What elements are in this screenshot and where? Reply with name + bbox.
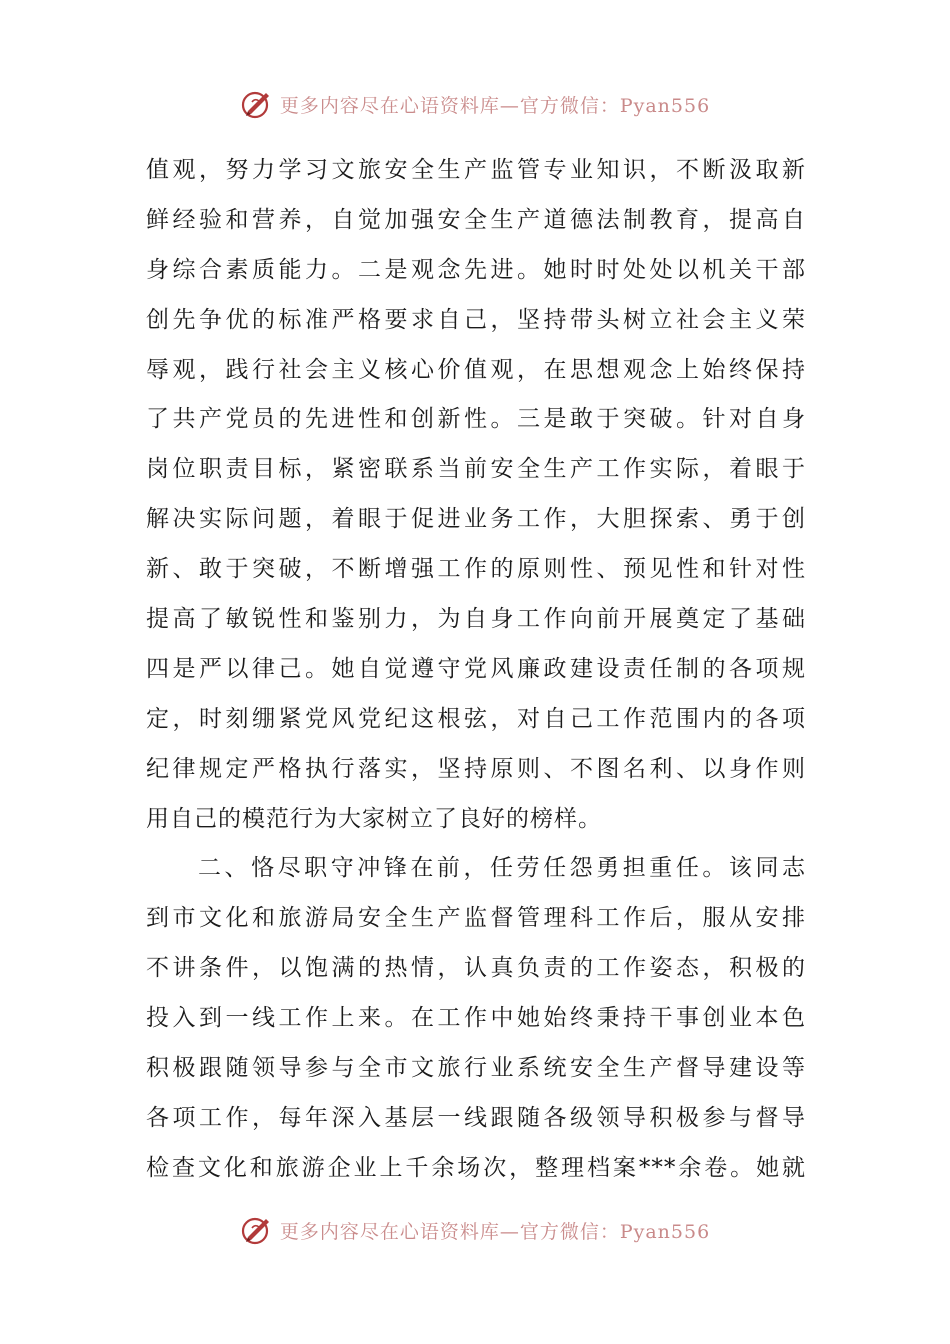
text-line: 值观，努力学习文旅安全生产监管专业知识，不断汲取新 (146, 157, 806, 183)
footer-watermark (0, 1210, 950, 1250)
watermark-text: 更多内容尽在心语资料库—官方微信：Pyan556 (279, 1220, 711, 1243)
text-line: 提高了敏锐性和鉴别力，为自身工作向前开展奠定了基础 (146, 606, 806, 633)
text-line: 了共产党员的先进性和创新性。三是敢于突破。针对自身 (146, 406, 806, 433)
text-line: 检查文化和旅游企业上千余场次，整理档案***余卷。她就 (146, 1154, 806, 1181)
text-line: 新、敢于突破，不断增强工作的原则性、预见性和针对性 (146, 556, 806, 583)
text-line: 用自己的模范行为大家树立了良好的榜样。 (146, 805, 602, 832)
text-line: 纪律规定严格执行落实，坚持原则、不图名利、以身作则 (146, 755, 806, 782)
document-body (146, 146, 806, 1194)
text-line: 积极跟随领导参与全市文旅行业系统安全生产督导建设等 (146, 1055, 806, 1082)
pen-logo-icon (240, 1213, 274, 1247)
text-line: 定，时刻绷紧党风党纪这根弦，对自己工作范围内的各项 (146, 705, 806, 732)
text-line: 鲜经验和营养，自觉加强安全生产道德法制教育，提高自 (146, 206, 806, 233)
text-line: 二、恪尽职守冲锋在前，任劳任怨勇担重任。该同志 (198, 855, 806, 882)
text-line: 各项工作，每年深入基层一线跟随各级领导积极参与督导 (146, 1104, 806, 1131)
text-line: 岗位职责目标，紧密联系当前安全生产工作实际，着眼于 (146, 456, 806, 483)
text-line: 辱观，践行社会主义核心价值观，在思想观念上始终保持 (146, 356, 806, 383)
text-line: 创先争优的标准严格要求自己，坚持带头树立社会主义荣 (146, 306, 806, 333)
watermark-text: 更多内容尽在心语资料库—官方微信：Pyan556 (279, 94, 711, 117)
text-line: 投入到一线工作上来。在工作中她始终秉持干事创业本色 (146, 1005, 806, 1032)
text-line: 解决实际问题，着眼于促进业务工作，大胆探索、勇于创 (146, 506, 806, 533)
text-line: 到市文化和旅游局安全生产监督管理科工作后，服从安排 (146, 905, 806, 932)
header-watermark (0, 84, 950, 124)
text-line: 身综合素质能力。二是观念先进。她时时处处以机关干部 (146, 256, 806, 283)
text-line: 不讲条件，以饱满的热情，认真负责的工作姿态，积极的 (146, 955, 806, 982)
pen-logo-icon (240, 87, 274, 121)
text-line: 四是严以律己。她自觉遵守党风廉政建设责任制的各项规 (146, 655, 806, 682)
